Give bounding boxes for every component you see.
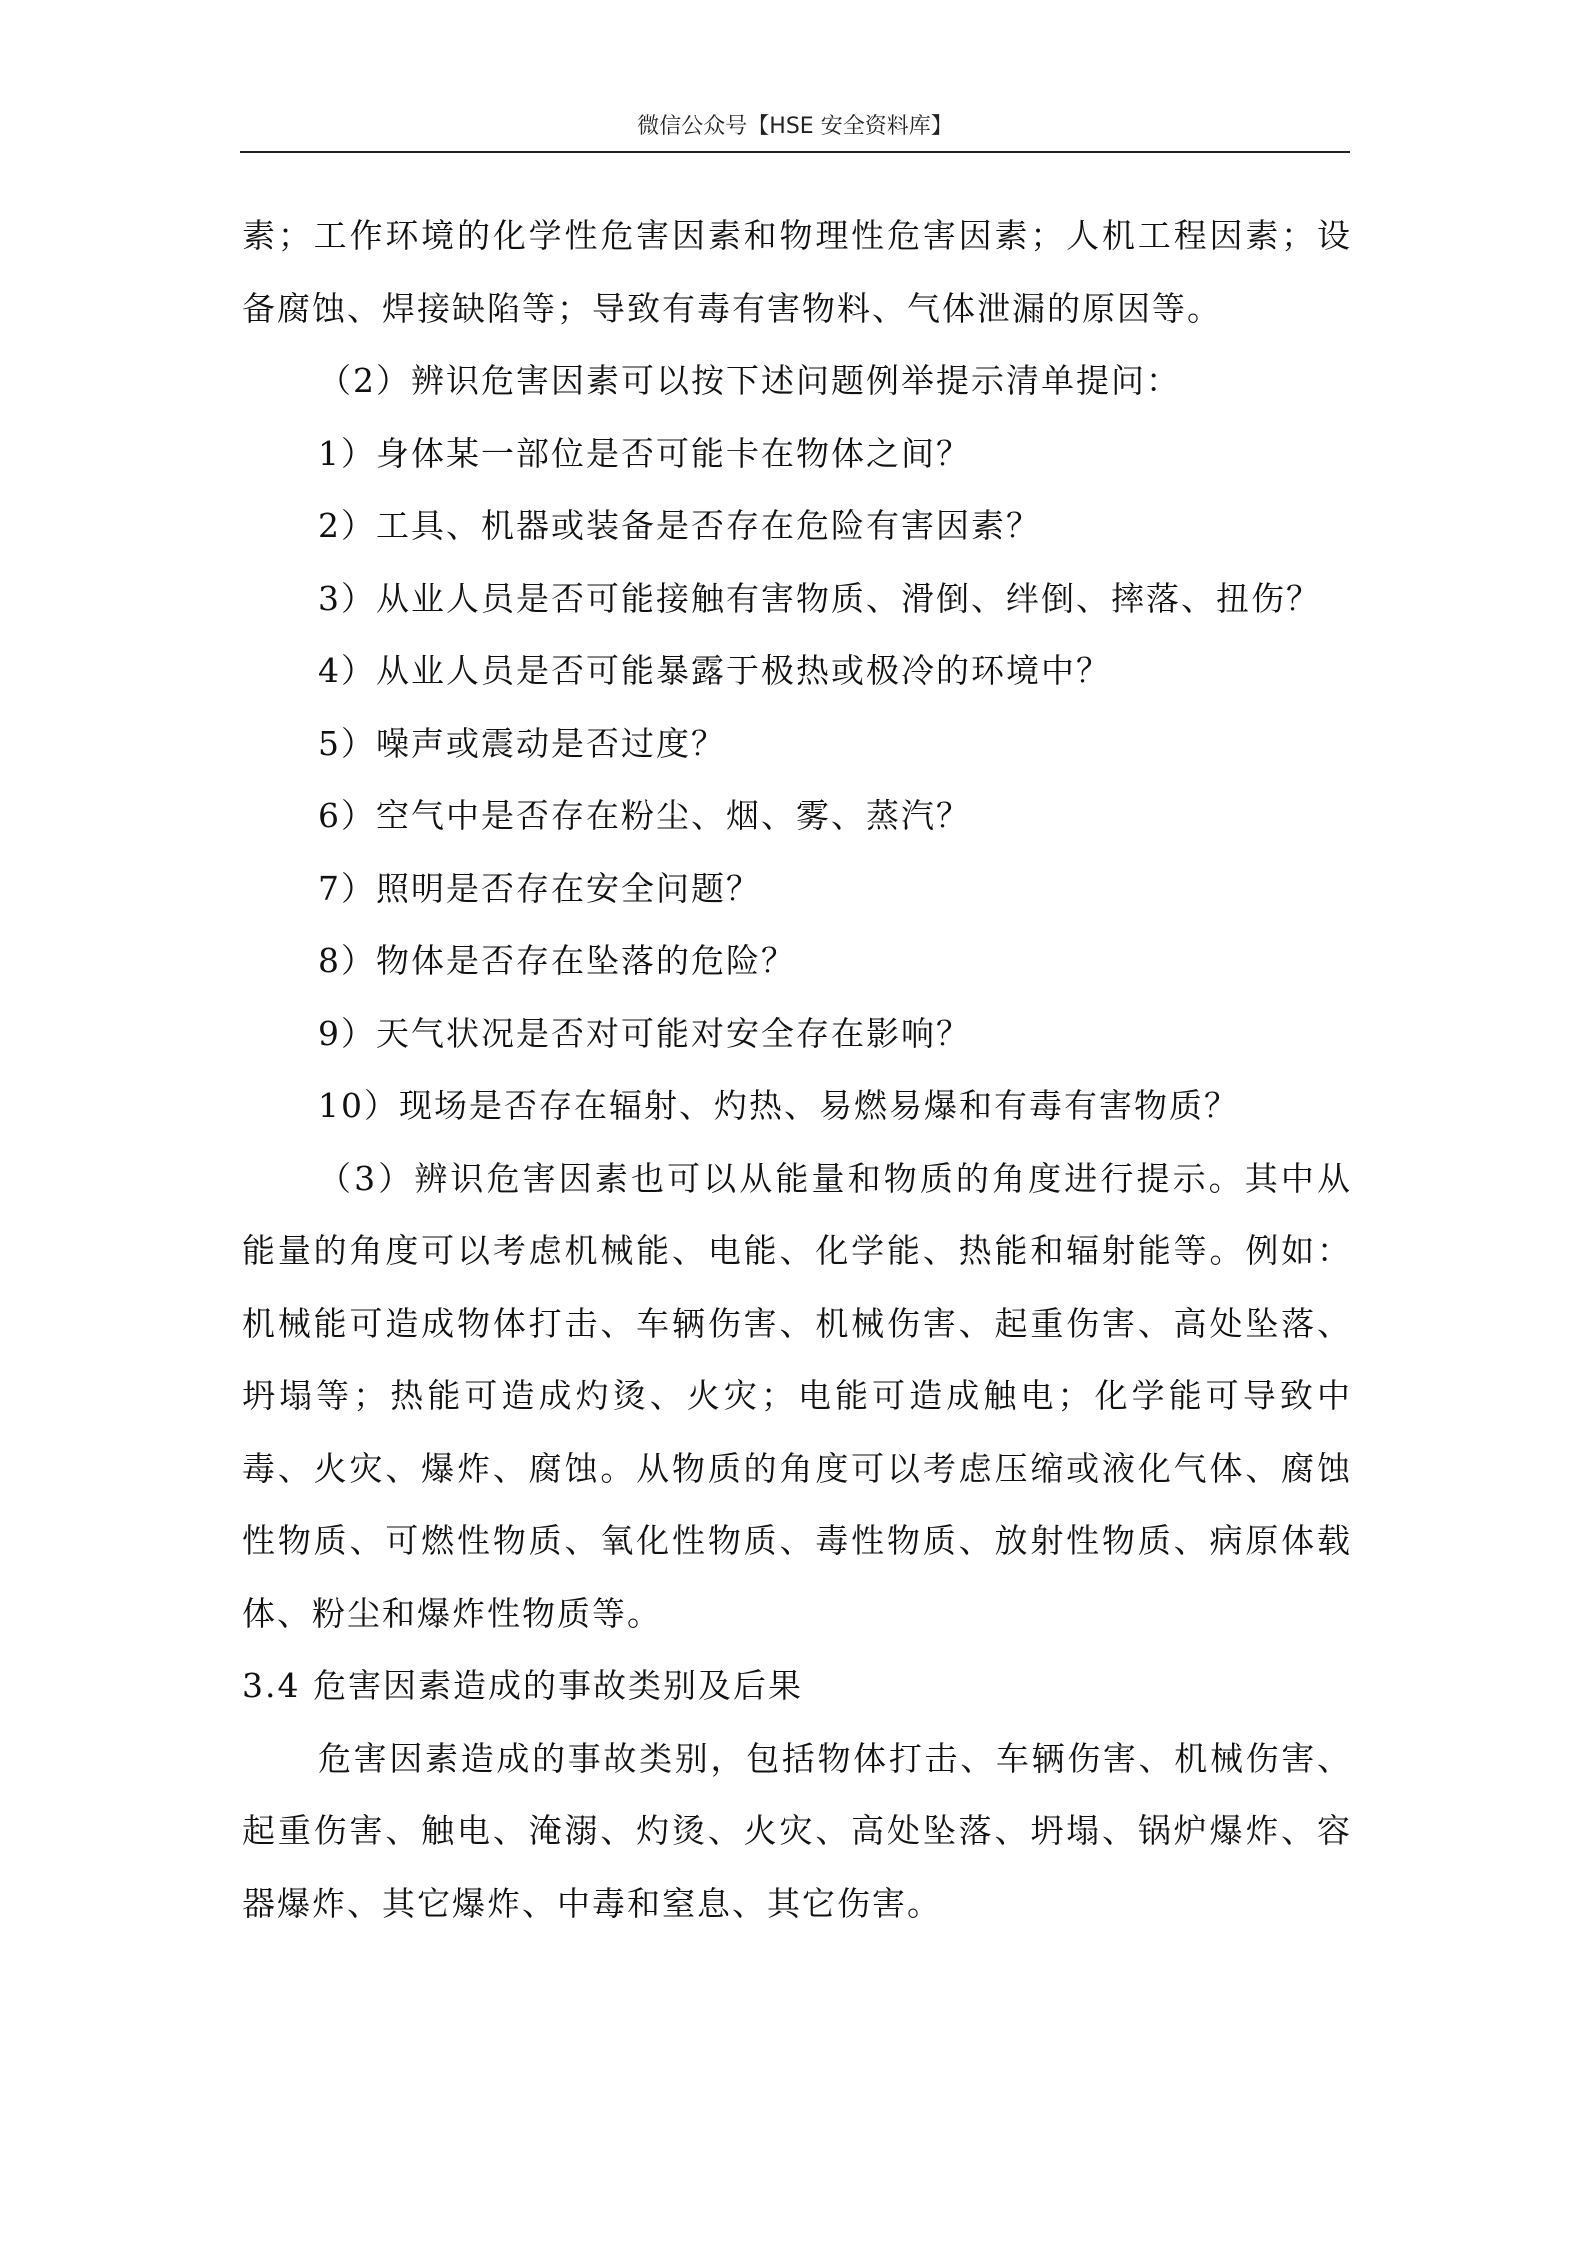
document-body [242, 200, 1352, 1940]
paragraph-energy-material: （3）辨识危害因素也可以从能量和物质的角度进行提示。其中从能量的角度可以考虑机械能、电能、化学能、热能和辐射能等。例如：机械能可造成物体打击、车辆伤害、机械伤害、起重伤害、高处坠落、坍塌等；热能可造成灼烫、火灾；电能可造成触电；化学能可导致中毒、火灾、爆炸、腐蚀。从物质的角度可以考虑压缩或液化气体、腐蚀性物质、可燃性物质、氧化性物质、毒性物质、放射性物质、病原体载体、粉尘和爆炸性物质等。 [242, 1158, 1352, 1633]
question-item-10: 10）现场是否存在辐射、灼热、易燃易爆和有毒有害物质？ [318, 1086, 1239, 1125]
question-item-4: 4）从业人员是否可能暴露于极热或极冷的环境中？ [318, 651, 1111, 690]
question-item-2: 2）工具、机器或装备是否存在危险有害因素？ [318, 506, 1041, 545]
paragraph-accident-categories: 危害因素造成的事故类别，包括物体打击、车辆伤害、机械伤害、起重伤害、触电、淹溺、灼烫、火灾、高处坠落、坍塌、锅炉爆炸、容器爆炸、其它爆炸、中毒和窒息、其它伤害。 [242, 1738, 1352, 1923]
question-item-6: 6）空气中是否存在粉尘、烟、雾、蒸汽？ [318, 796, 971, 835]
question-item-5: 5）噪声或震动是否过度？ [318, 723, 726, 763]
paragraph-continuation: 素；工作环境的化学性危害因素和物理性危害因素；人机工程因素；设备腐蚀、焊接缺陷等；导致有毒有害物料、气体泄漏的原因等。 [242, 216, 1352, 328]
question-item-1: 1）身体某一部位是否可能卡在物体之间？ [318, 433, 971, 473]
header-divider [240, 151, 1350, 153]
section-heading-3-4: 3.4 危害因素造成的事故类别及后果 [242, 1666, 803, 1705]
paragraph-question-list-intro: （2）辨识危害因素可以按下述问题例举提示清单提问： [318, 361, 1181, 400]
page-header: 微信公众号【HSE 安全资料库】 [637, 114, 953, 139]
question-item-8: 8）物体是否存在坠落的危险？ [318, 941, 796, 980]
question-item-3: 3）从业人员是否可能接触有害物质、滑倒、绊倒、摔落、扭伤？ [318, 578, 1321, 618]
question-item-7: 7）照明是否存在安全问题？ [318, 868, 761, 908]
question-item-9: 9）天气状况是否对可能对安全存在影响？ [318, 1013, 971, 1053]
